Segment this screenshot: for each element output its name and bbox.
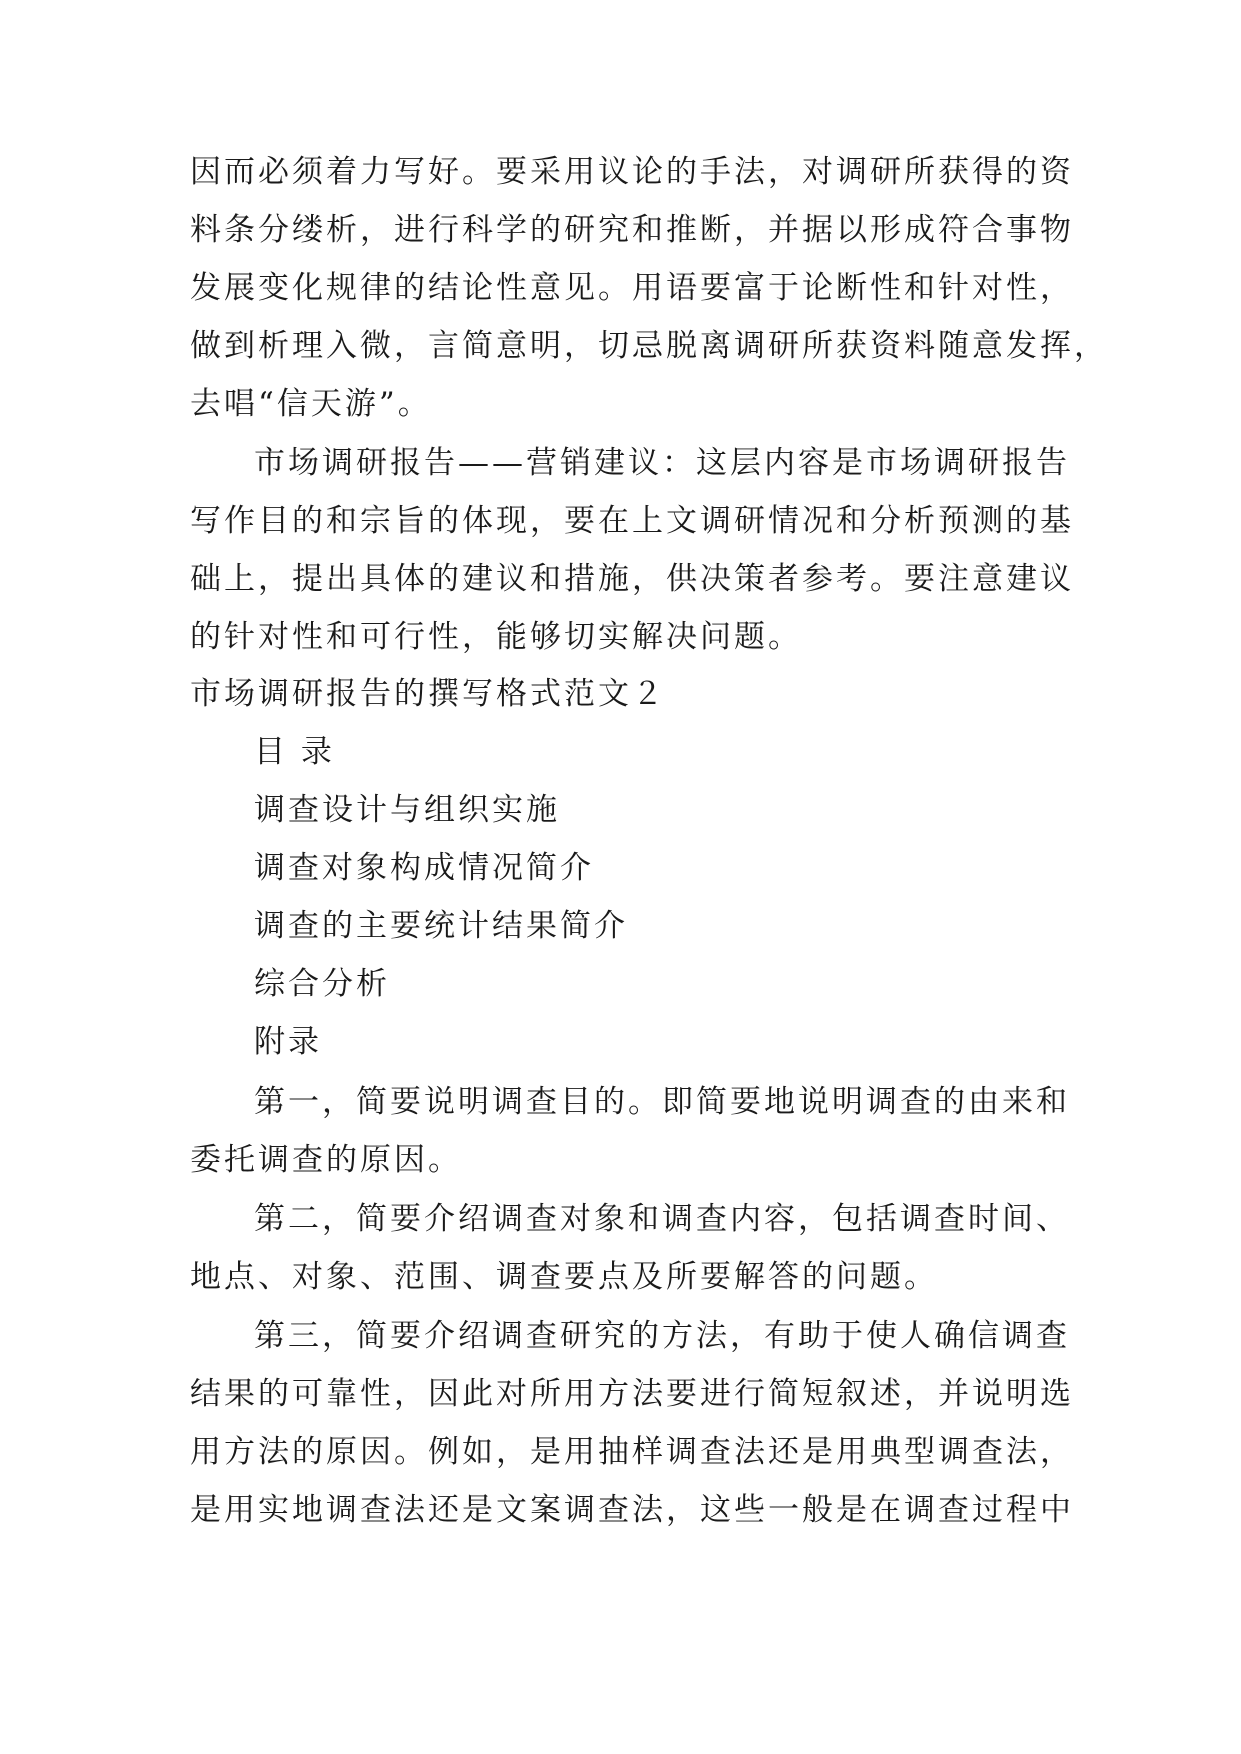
paragraph-start-line: 第三，简要介绍调查研究的方法，有助于使人确信调查: [254, 1318, 1070, 1354]
paragraph-start-line: 第一，简要说明调查目的。即简要地说明调查的由来和: [254, 1084, 1070, 1120]
text-line: 做到析理入微，言简意明，切忌脱离调研所获资料随意发挥，: [190, 328, 1108, 364]
text-line: 料条分缕析，进行科学的研究和推断，并据以形成符合事物: [190, 212, 1074, 248]
toc-heading: 目 录: [254, 734, 335, 770]
text-line: 结果的可靠性，因此对所用方法要进行简短叙述，并说明选: [190, 1376, 1074, 1412]
text-line: 写作目的和宗旨的体现，要在上文调研情况和分析预测的基: [190, 503, 1074, 539]
toc-item: 附录: [254, 1024, 322, 1060]
toc-item: 调查对象构成情况简介: [254, 850, 594, 886]
text-line: 的针对性和可行性，能够切实解决问题。: [190, 619, 802, 655]
toc-item: 调查的主要统计结果简介: [254, 908, 628, 944]
text-line: 地点、对象、范围、调查要点及所要解答的问题。: [190, 1259, 938, 1295]
text-line: 础上，提出具体的建议和措施，供决策者参考。要注意建议: [190, 561, 1074, 597]
text-line: 去唱“信天游”。: [190, 386, 432, 422]
toc-item: 调查设计与组织实施: [254, 792, 560, 828]
text-line: 因而必须着力写好。要采用议论的手法，对调研所获得的资: [190, 154, 1074, 190]
paragraph-start-line: 市场调研报告——营销建议：这层内容是市场调研报告: [254, 445, 1070, 481]
text-line: 是用实地调查法还是文案调查法，这些一般是在调查过程中: [190, 1492, 1074, 1528]
text-line: 委托调查的原因。: [190, 1142, 462, 1178]
text-line: 用方法的原因。例如，是用抽样调查法还是用典型调查法，: [190, 1434, 1074, 1470]
section-title: 市场调研报告的撰写格式范文２: [190, 676, 666, 712]
text-line: 发展变化规律的结论性意见。用语要富于论断性和针对性，: [190, 270, 1074, 306]
toc-item: 综合分析: [254, 966, 390, 1002]
paragraph-start-line: 第二，简要介绍调查对象和调查内容，包括调查时间、: [254, 1201, 1070, 1237]
